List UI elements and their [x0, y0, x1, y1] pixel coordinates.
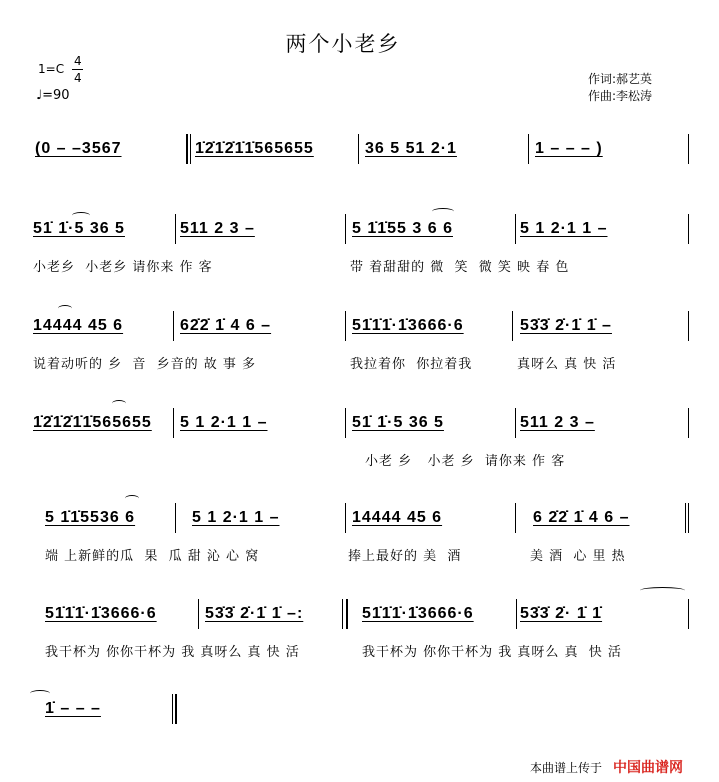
bar-line: [515, 214, 516, 244]
slur: [30, 690, 50, 697]
measure: 51̇1̇1̇·1̇3666·6: [362, 605, 474, 622]
footer-text: 本曲谱上传于: [530, 761, 603, 775]
bar-line: [186, 134, 188, 164]
measure: 511 2 3 –: [520, 414, 595, 431]
lyricist: 作词:郝艺英: [588, 72, 653, 86]
slur: [112, 400, 126, 407]
bar-line: [516, 599, 517, 629]
bar-line: [515, 408, 516, 438]
measure: 511 2 3 –: [180, 220, 255, 237]
time-sig-top: 4: [74, 54, 82, 68]
slur: [640, 587, 685, 594]
bar-line: [515, 503, 516, 533]
bar-line: [528, 134, 529, 164]
bar-line: [345, 408, 346, 438]
measure: 51̇1̇1̇·1̇3666·6: [352, 317, 464, 334]
bar-line: [175, 694, 177, 724]
measure: 1̇ – – –: [45, 700, 101, 717]
measure: 53̇3̇ 2̇·1̇ 1̇ –:: [205, 605, 304, 622]
bar-line: [175, 214, 176, 244]
bar-line: [198, 599, 199, 629]
measure: 5 1̇1̇55 3 6 6: [352, 220, 453, 237]
bar-line: [345, 311, 346, 341]
bar-line: [190, 134, 191, 164]
bar-line: [173, 408, 174, 438]
measure: 14444 45 6: [352, 509, 443, 526]
bar-line: [688, 408, 689, 438]
bar-line: [342, 599, 343, 629]
bar-line: [512, 311, 513, 341]
slur: [58, 305, 72, 312]
site-logo: 中国曲谱网: [613, 759, 683, 775]
bar-line: [175, 503, 176, 533]
bar-line: [346, 599, 348, 629]
measure: 36 5 51 2·1: [365, 140, 457, 157]
bar-line: [688, 214, 689, 244]
bar-line: [688, 503, 689, 533]
composer: 作曲:李松涛: [588, 89, 653, 103]
lyrics-line: 端 上新鲜的瓜 果 瓜 甜 沁 心 窝: [45, 549, 260, 564]
lyrics-line: 带 着甜甜的 微 笑 微 笑 映 春 色: [350, 260, 570, 275]
lyrics-line: 小老 乡 小老 乡 请你来 作 客: [365, 454, 566, 469]
bar-line: [358, 134, 359, 164]
time-sig-line: [72, 69, 83, 70]
lyrics-line: 捧上最好的 美 酒: [348, 549, 462, 564]
lyrics-line: 真呀么 真 快 活: [517, 357, 617, 372]
measure: 1 – – – ): [535, 140, 603, 157]
lyrics-line: 小老乡 小老乡 请你来 作 客: [33, 260, 213, 275]
bar-line: [172, 694, 173, 724]
measure: 51̇ 1̇·5 36 5: [33, 220, 125, 237]
bar-line: [345, 503, 346, 533]
lyrics-line: 我干杯为 你你干杯为 我 真呀么 真 快 活: [362, 645, 622, 660]
lyrics-line: 我干杯为 你你干杯为 我 真呀么 真 快 活: [45, 645, 300, 660]
measure: 51̇ 1̇·5 36 5: [352, 414, 444, 431]
measure: 5 1 2·1 1 –: [192, 509, 280, 526]
bar-line: [173, 311, 174, 341]
slur: [432, 208, 454, 215]
measure: 6 2̇2̇ 1̇ 4 6 –: [533, 509, 630, 526]
measure: (0 – –3567: [35, 140, 122, 157]
slur: [125, 495, 139, 502]
lyrics-line: 说着动听的 乡 音 乡音的 故 事 多: [33, 357, 257, 372]
bar-line: [688, 134, 689, 164]
measure: 14444 45 6: [33, 317, 124, 334]
time-sig-bottom: 4: [74, 71, 82, 85]
lyrics-line: 美 酒 心 里 热: [530, 549, 626, 564]
lyrics-line: 我拉着你 你拉着我: [350, 357, 473, 372]
key-signature: 1=C: [38, 62, 65, 76]
measure: 1̇2̇1̇2̇1̇1̇565655: [33, 414, 152, 431]
bar-line: [688, 311, 689, 341]
bar-line: [345, 214, 346, 244]
song-title: 两个小老乡: [285, 32, 401, 56]
tempo-mark: ♩=90: [36, 88, 70, 103]
measure: 5 1̇1̇5536 6: [45, 509, 136, 526]
measure: 5 1 2·1 1 –: [180, 414, 268, 431]
bar-line: [685, 503, 686, 533]
measure: 53̇3̇ 2̇·1̇ 1̇ –: [520, 317, 612, 334]
measure: 53̇3̇ 2̇· 1̇ 1̇: [520, 605, 603, 622]
measure: 62̇2̇ 1̇ 4 6 –: [180, 317, 272, 334]
slur: [72, 212, 90, 219]
measure: 5 1 2·1 1 –: [520, 220, 608, 237]
bar-line: [688, 599, 689, 629]
measure: 51̇1̇1̇·1̇3666·6: [45, 605, 157, 622]
measure: 1̇2̇1̇2̇1̇1̇565655: [195, 140, 314, 157]
